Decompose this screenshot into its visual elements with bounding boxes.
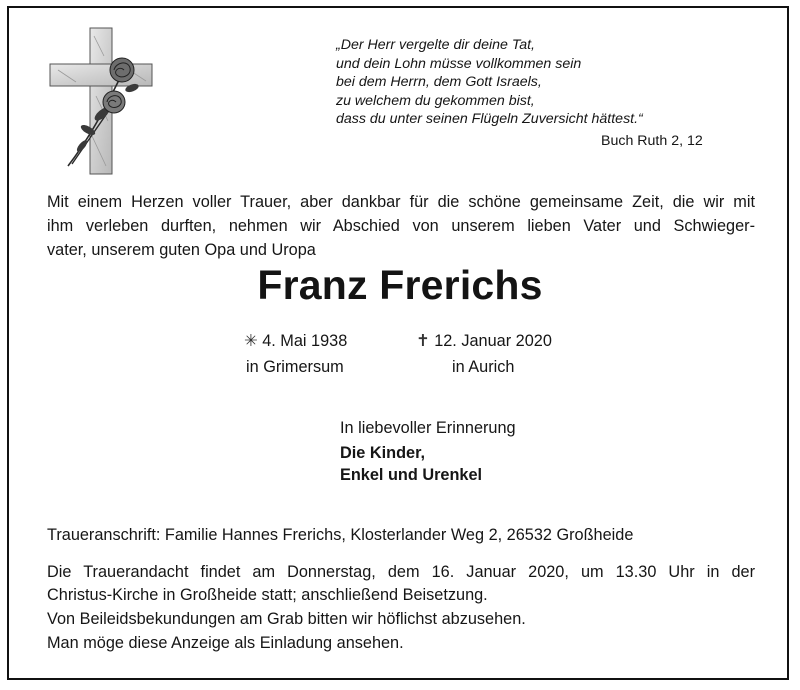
quote-line: zu welchem du gekommen bist, bbox=[336, 92, 535, 109]
quote-line: „Der Herr vergelte dir deine Tat, bbox=[336, 37, 535, 53]
birth-star-icon: ✳ bbox=[244, 332, 258, 350]
death-date-line bbox=[416, 331, 552, 351]
intro-line: ihm verleben durften, nehmen wir Abschied von unserem lieben Vater und Schwieger- bbox=[47, 217, 755, 235]
birth-place: in Grimersum bbox=[246, 358, 344, 376]
birth-date: 4. Mai 1938 bbox=[262, 332, 348, 350]
cross-with-roses-icon bbox=[46, 26, 158, 176]
death-place: in Aurich bbox=[452, 358, 515, 376]
death-cross-icon: ✝ bbox=[416, 332, 430, 350]
condolence-note: Von Beileidsbekundungen am Grab bitten wir höflichst abzusehen. bbox=[47, 610, 526, 628]
quote-line: dass du unter seinen Flügeln Zuversicht hättest.“ bbox=[336, 111, 643, 127]
signature-line: Enkel und Urenkel bbox=[340, 466, 483, 484]
intro-line: Mit einem Herzen voller Trauer, aber dankbar für die schöne gemeinsame Zeit, die wir mit bbox=[47, 193, 755, 211]
bible-quote bbox=[336, 36, 736, 129]
signature-line: Die Kinder, bbox=[340, 444, 426, 462]
death-date: 12. Januar 2020 bbox=[434, 332, 552, 350]
invitation-note: Man möge diese Anzeige als Einladung ansehen. bbox=[47, 634, 404, 652]
birth-date-line bbox=[244, 331, 347, 351]
deceased-name: Franz Frerichs bbox=[257, 262, 543, 308]
intro-line: vater, unserem guten Opa und Uropa bbox=[47, 241, 316, 259]
funeral-line: Christus-Kirche in Großheide statt; anschließend Beisetzung. bbox=[47, 586, 488, 604]
funeral-line: Die Trauerandacht findet am Donnerstag, dem 16. Januar 2020, um 13.30 Uhr in der bbox=[47, 563, 755, 581]
mourning-address: Traueranschrift: Familie Hannes Frerichs, Klosterlander Weg 2, 26532 Großheide bbox=[47, 526, 634, 544]
signature-intro: In liebevoller Erinnerung bbox=[340, 419, 516, 437]
funeral-info bbox=[47, 561, 755, 607]
intro-text bbox=[47, 190, 755, 262]
quote-line: bei dem Herrn, dem Gott Israels, bbox=[336, 74, 542, 90]
quote-source: Buch Ruth 2, 12 bbox=[601, 133, 703, 149]
quote-line: und dein Lohn müsse vollkommen sein bbox=[336, 55, 582, 72]
